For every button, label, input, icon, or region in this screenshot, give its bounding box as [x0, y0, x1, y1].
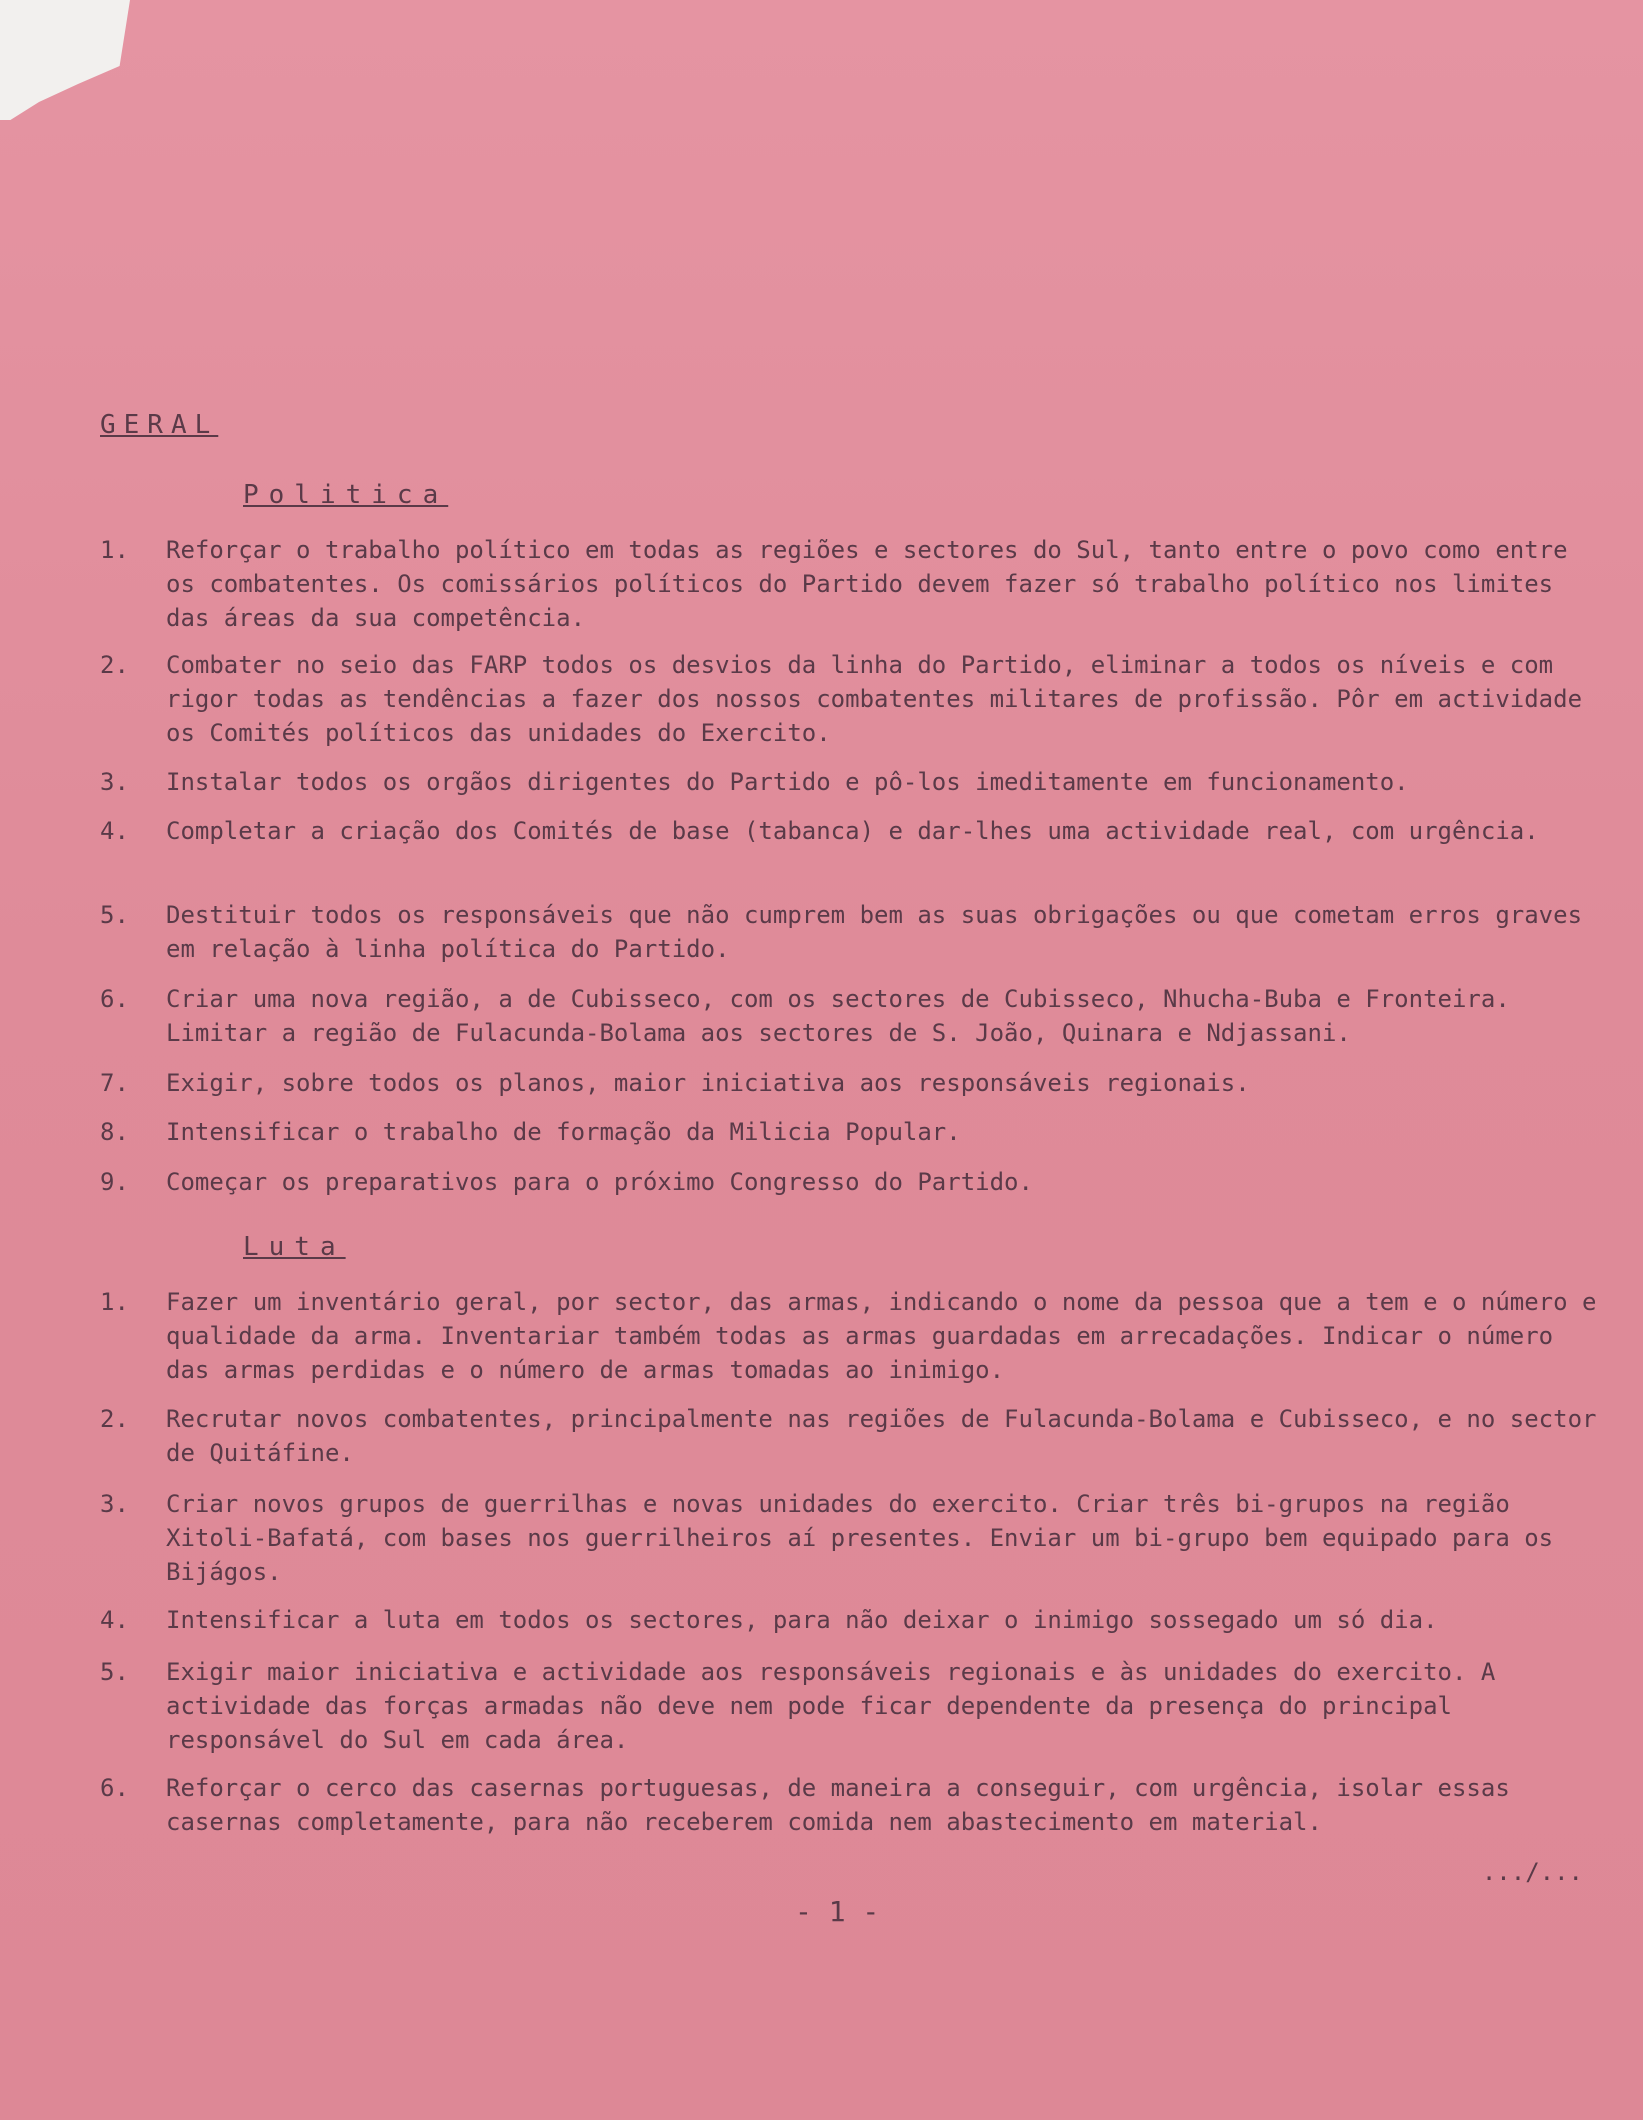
item-number: 1. [100, 536, 129, 564]
item-number: 9. [100, 1168, 129, 1196]
item-text: Reforçar o trabalho político em todas as regiões e sectores do Sul, tanto entre o povo como entre os combatentes. Os comissários políticos do Partido devem fazer só trabalho político nos limites das áreas da sua competência. [166, 536, 1568, 632]
item-number: 3. [100, 1490, 129, 1518]
item-text: Fazer um inventário geral, por sector, das armas, indicando o nome da pessoa que a tem e o número e qualidade da arma. Inventariar também todas as armas guardadas em arrecadações. Indicar o número das armas perdidas e o número de armas tomadas ao inimigo. [166, 1288, 1597, 1384]
item-number: 2. [100, 1405, 129, 1433]
item-text: Reforçar o cerco das casernas portuguesas, de maneira a conseguir, com urgência, isolar essas casernas completamente, para não receberem comida nem abastecimento em material. [166, 1774, 1510, 1836]
item-number: 5. [100, 901, 129, 929]
page-number: - 1 - [795, 1895, 880, 1928]
item-number: 2. [100, 651, 129, 679]
item-text: Começar os preparativos para o próximo Congresso do Partido. [166, 1168, 1033, 1196]
item-number: 3. [100, 768, 129, 796]
item-text: Recrutar novos combatentes, principalmente nas regiões de Fulacunda-Bolama e Cubisseco, e no sector de Quitáfine. [166, 1405, 1597, 1467]
item-text: Combater no seio das FARP todos os desvios da linha do Partido, eliminar a todos os níveis e com rigor todas as tendências a fazer dos nossos combatentes militares de profissão. Pôr em actividade os Comités políticos das unidades do Exercito. [166, 651, 1583, 747]
item-text: Exigir, sobre todos os planos, maior iniciativa aos responsáveis regionais. [166, 1069, 1250, 1097]
item-text: Criar uma nova região, a de Cubisseco, com os sectores de Cubisseco, Nhucha-Buba e Fronteira. Limitar a região de Fulacunda-Bolama aos sectores de S. João, Quinara e Ndjassani. [166, 985, 1510, 1047]
item-number: 1. [100, 1288, 129, 1316]
section-title-politica: Politica [243, 480, 449, 510]
item-number: 6. [100, 985, 129, 1013]
item-text: Instalar todos os orgãos dirigentes do Partido e pô-los imeditamente em funcionamento. [166, 768, 1409, 796]
section-title-luta: Luta [243, 1232, 346, 1262]
continuation-mark: .../... [1481, 1858, 1583, 1886]
item-text: Criar novos grupos de guerrilhas e novas unidades do exercito. Criar três bi-grupos na região Xitoli-Bafatá, com bases nos guerrilheiros aí presentes. Enviar um bi-grupo bem equipado para os Bijágos. [166, 1490, 1554, 1586]
heading-geral: GERAL [100, 410, 219, 440]
item-text: Intensificar o trabalho de formação da Milicia Popular. [166, 1118, 961, 1146]
item-number: 4. [100, 1606, 129, 1634]
torn-corner [0, 0, 130, 120]
item-text: Destituir todos os responsáveis que não cumprem bem as suas obrigações ou que cometam erros graves em relação à linha política do Partido. [166, 901, 1583, 963]
item-text: Exigir maior iniciativa e actividade aos responsáveis regionais e às unidades do exercito. A actividade das forças armadas não deve nem pode ficar dependente da presença do principal responsável do Sul em cada área. [166, 1658, 1496, 1754]
item-number: 5. [100, 1658, 129, 1686]
item-number: 4. [100, 817, 129, 845]
item-number: 6. [100, 1774, 129, 1802]
item-number: 8. [100, 1118, 129, 1146]
item-text: Completar a criação dos Comités de base (tabanca) e dar-lhes uma actividade real, com urgência. [166, 817, 1539, 845]
item-number: 7. [100, 1069, 129, 1097]
item-text: Intensificar a luta em todos os sectores, para não deixar o inimigo sossegado um só dia. [166, 1606, 1438, 1634]
